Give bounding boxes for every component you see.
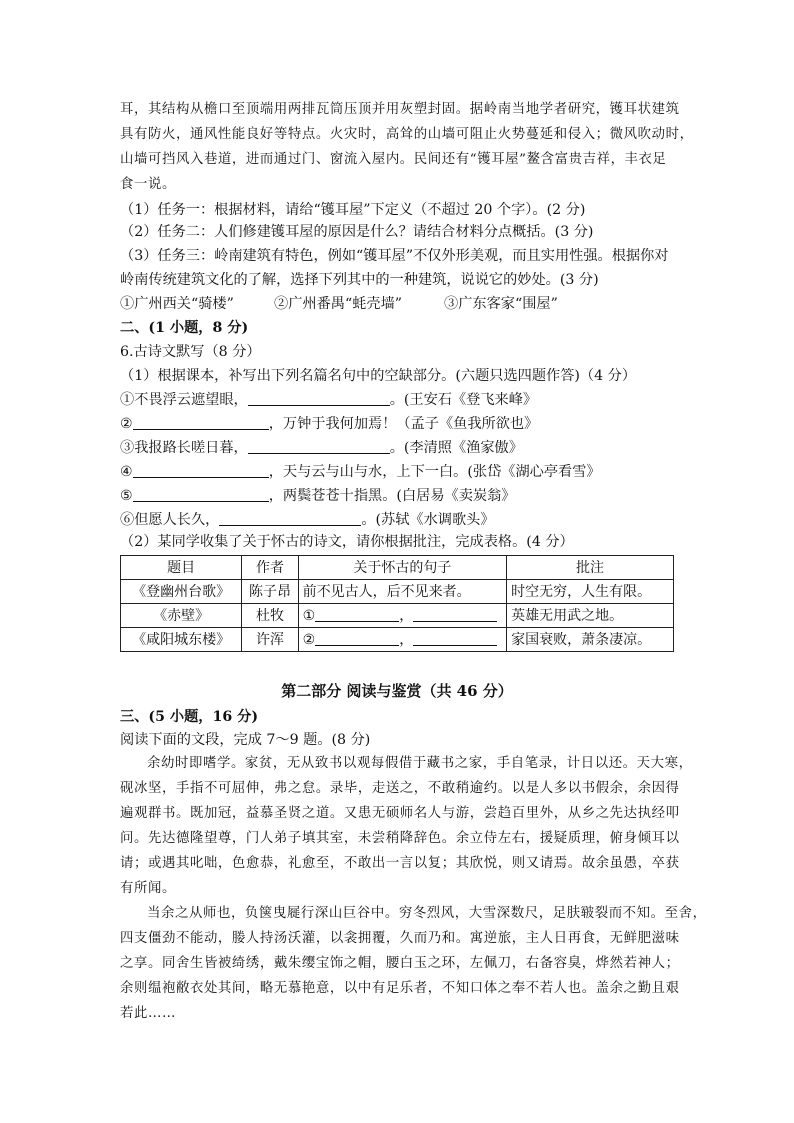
poem-title-cell: 《登幽州台歌》 — [121, 580, 242, 604]
question-6-sub1: （1）根据课本，补写出下列名篇名句中的空缺部分。(六题只选四题作答)（4 分） — [120, 368, 637, 384]
poem-author-cell: 许浑 — [242, 628, 298, 652]
material-line: 山墙可挡风入巷道，进而通过门、窗流入屋内。民间还有“镬耳屋”鳌含富贵吉祥，丰衣足 — [120, 152, 667, 167]
section-heading-2: 二、(1 小题，8 分) — [120, 320, 249, 336]
passage-line: 之享。同舍生皆被绮绣，戴朱缨宝饰之帽，腰白玉之环，左佩刀，右备容臭，烨然若神人； — [120, 956, 680, 971]
answer-blank[interactable] — [413, 632, 497, 646]
passage-line: 有所闻。 — [120, 881, 176, 896]
passage-line: 当余之从师也，负箧曳屣行深山巨谷中。穷冬烈风，大雪深数尺，足肤皲裂而不知。至舍， — [147, 906, 707, 921]
table-row — [121, 628, 674, 652]
passage-line: 若此…… — [120, 1006, 176, 1021]
recitation-prefix: ② — [120, 416, 133, 432]
passage-line: 余则缊袍敝衣处其间，略无慕艳意，以中有足乐者，不知口体之奉不若人也。盖余之勤且艰 — [120, 981, 680, 996]
passage-line: 问。先达德隆望尊，门人弟子填其室，未尝稍降辞色。余立侍左右，援疑质理，俯身倾耳以 — [120, 831, 680, 846]
poem-line-cell: 前不见古人，后不见来者。 — [298, 580, 506, 604]
answer-blank[interactable] — [413, 608, 497, 622]
answer-blank[interactable] — [133, 487, 269, 502]
passage-line: 砚冰坚，手指不可屈伸，弗之怠。录毕，走送之，不敢稍逾约。以是人多以书假余，余因得 — [120, 781, 680, 796]
question-6-title: 6.古诗文默写（8 分） — [120, 344, 261, 360]
option-weiwu: ③广东客家“围屋” — [444, 296, 558, 312]
blank-comma: ， — [399, 607, 414, 624]
recitation-item — [120, 510, 495, 530]
poem-author-cell: 杜牧 — [242, 604, 298, 628]
table-header: 题目 — [121, 556, 242, 580]
passage-line: 余幼时即嗜学。家贫，无从致书以观每假借于藏书之家，手自笔录，计日以还。天大寒， — [147, 756, 693, 771]
answer-blank[interactable] — [133, 463, 269, 478]
answer-blank[interactable] — [315, 608, 399, 622]
recitation-source: ，万钟于我何加焉！（孟子《鱼我所欲也》 — [268, 416, 539, 432]
recitation-item — [120, 462, 601, 482]
recitation-prefix: ⑤ — [120, 488, 133, 504]
poem-line-cell — [298, 604, 506, 628]
poem-note-cell: 家国衰败，萧条凄凉。 — [507, 628, 674, 652]
table-header-row — [121, 556, 674, 580]
building-options — [120, 294, 558, 314]
recitation-source: ，两鬓苍苍十指黑。(白居易《卖炭翁》 — [268, 488, 516, 504]
option-qilou: ①广州西关“骑楼” — [120, 296, 234, 312]
recitation-prefix: ⑥但愿人长久， — [120, 512, 220, 528]
answer-blank[interactable] — [248, 439, 390, 454]
passage-line: 四支僵劲不能动，媵人持汤沃灌，以衾拥覆，久而乃和。寓逆旅，主人日再食，无鲜肥滋味 — [120, 931, 680, 946]
poem-line-cell — [298, 628, 506, 652]
question-6-sub2: （2）某同学收集了关于怀古的诗文，请你根据批注，完成表格。(4 分） — [120, 534, 574, 550]
poem-title-cell: 《咸阳城东楼》 — [121, 628, 242, 652]
blank-comma: ， — [399, 631, 414, 648]
material-line: 食一说。 — [120, 177, 176, 192]
part-two-title: 第二部分 阅读与鉴赏（共 46 分） — [281, 682, 513, 700]
table-row — [121, 580, 674, 604]
passage-line: 请；或遇其叱咄，色愈恭，礼愈至，不敢出一言以复；其欣悦，则又请焉。故余虽愚，卒获 — [120, 856, 680, 871]
answer-blank[interactable] — [219, 511, 361, 526]
answer-blank[interactable] — [248, 391, 390, 406]
task-3: （3）任务三：岭南建筑有特色，例如“镬耳屋”不仅外形美观，而且实用性强。根据你对 — [120, 248, 669, 264]
recitation-prefix: ③我报路长嗟日暮， — [120, 440, 248, 456]
recitation-source: ，天与云与山与水，上下一白。(张岱《湖心亭看雪》 — [268, 464, 601, 480]
poem-note-cell: 时空无穷，人生有限。 — [507, 580, 674, 604]
poem-note-cell: 英雄无用武之地。 — [507, 604, 674, 628]
table-row — [121, 604, 674, 628]
recitation-item — [120, 414, 538, 434]
recitation-source: 。(王安石《登飞来峰》 — [389, 392, 538, 408]
answer-blank[interactable] — [315, 632, 399, 646]
blank-number: ② — [302, 631, 316, 648]
recitation-source: 。(李清照《渔家傲》 — [389, 440, 523, 456]
section-heading-3: 三、(5 小题，16 分) — [120, 709, 259, 725]
answer-blank[interactable] — [133, 415, 269, 430]
task-3-cont: 岭南传统建筑文化的了解，选择下列其中的一种建筑，说说它的妙处。(3 分) — [120, 272, 599, 288]
recitation-item — [120, 390, 537, 410]
blank-number: ① — [302, 607, 316, 624]
recitation-prefix: ④ — [120, 464, 133, 480]
recitation-item — [120, 486, 515, 506]
table-header: 作者 — [242, 556, 298, 580]
recitation-prefix: ①不畏浮云遮望眼， — [120, 392, 248, 408]
recitation-source: 。(苏轼《水调歌头》 — [361, 512, 495, 528]
reading-instruction: 阅读下面的文段，完成 7～9 题。(8 分) — [120, 732, 371, 748]
recitation-item — [120, 438, 523, 458]
task-2: （2）任务二：人们修建镬耳屋的原因是什么？请结合材料分点概括。(3 分) — [120, 224, 594, 240]
poem-author-cell: 陈子昂 — [242, 580, 298, 604]
poem-title-cell: 《赤壁》 — [121, 604, 242, 628]
huaigu-poem-table — [120, 555, 674, 652]
option-haoke-wall: ②广州番禺“蚝壳墙” — [274, 296, 403, 312]
material-line: 具有防火，通风性能良好等特点。火灾时，高耸的山墙可阻止火势蔓延和侵入；微风吹动时， — [120, 127, 694, 142]
task-1: （1）任务一：根据材料，请给“镬耳屋”下定义（不超过 20 个字）。(2 分) — [120, 202, 586, 218]
passage-line: 遍观群书。既加冠，益慕圣贤之道。又患无硕师名人与游，尝趋百里外，从乡之先达执经叩 — [120, 806, 680, 821]
table-header: 批注 — [507, 556, 674, 580]
table-header: 关于怀古的句子 — [298, 556, 506, 580]
material-line: 耳，其结构从檐口至顶端用两排瓦筒压顶并用灰塑封固。据岭南当地学者研究，镬耳状建筑 — [120, 102, 680, 117]
